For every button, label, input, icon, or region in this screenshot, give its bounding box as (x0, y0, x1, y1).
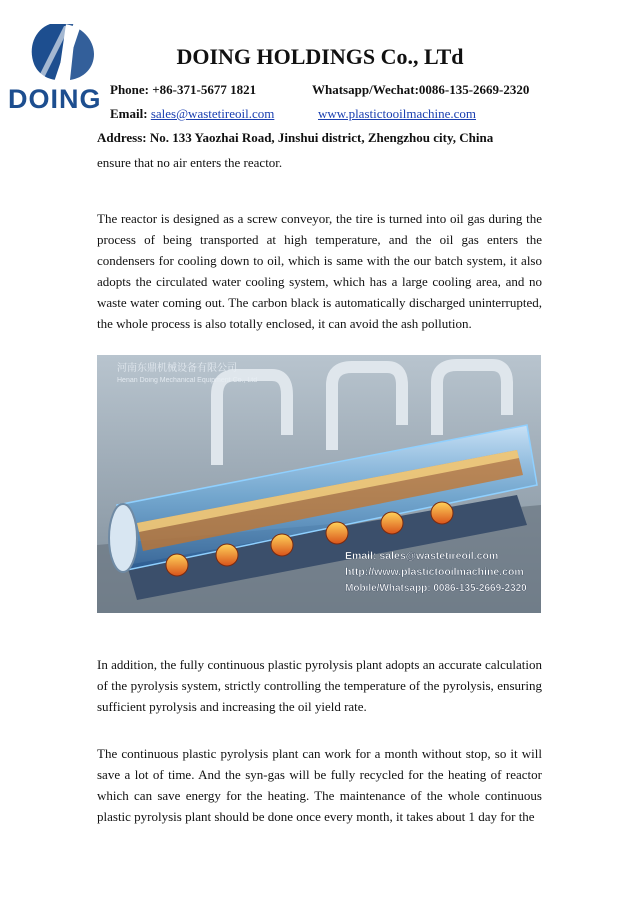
email-link[interactable]: sales@wastetireoil.com (150, 106, 275, 121)
pyrolysis-reactor-image (97, 355, 541, 613)
logo-text: DOING (8, 84, 102, 114)
website-link[interactable]: www.plastictooilmachine.com (318, 106, 477, 121)
watermark-en: Henan Doing Mechanical Equipment Co., Ltd (117, 377, 258, 384)
paragraph-4: The continuous plastic pyrolysis plant can work for a month without stop, so it will save a lot of time. And the syn-gas will be fully recycled for the heating of reactor which can save energy for the heating. The maintenance of the whole continuous plastic pyrolysis plant should be done once every month, it takes about 1 day for the (97, 746, 542, 824)
whatsapp-number: Whatsapp/Wechat:0086-135-2669-2320 (312, 82, 530, 97)
address: Address: No. 133 Yaozhai Road, Jinshui district, Zhengzhou city, China (97, 130, 494, 145)
figure-mobile: Mobile/Whatsapp: 0086-135-2669-2320 (345, 583, 527, 594)
paragraph-1: ensure that no air enters the reactor. (97, 155, 283, 170)
email-label: Email: (110, 106, 148, 121)
paragraph-3: In addition, the fully continuous plastic pyrolysis plant adopts an accurate calculation of the pyrolysis system, strictly controlling the temperature of the pyrolysis, ensuring sufficient pyrolysis and increasing the oil yield rate. (97, 657, 542, 714)
figure-email: Email: sales@wastetireoil.com (345, 550, 499, 562)
phone-number: Phone: +86-371-5677 1821 (110, 82, 257, 97)
logo-mark-icon (24, 20, 98, 84)
watermark-cn: 河南东鼎机械设备有限公司 (117, 363, 237, 374)
paragraph-2: The reactor is designed as a screw conveyor, the tire is turned into oil gas during the process of being transported at high temperature, and the oil gas enters the condensers for cooling down to oil, which is same with the our batch system, it also adopts the circulated water cooling system, which has a large cooling area, and no waste water coming out. The carbon black is automatically discharged uninterrupted, the whole process is also totally enclosed, it can avoid the ash pollution. (97, 211, 542, 331)
website-line (318, 106, 476, 122)
company-logo (8, 20, 100, 124)
company-name: DOING HOLDINGS Co., LTd (176, 44, 464, 69)
figure-url: http://www.plastictooilmachine.com (345, 566, 524, 578)
email-line (110, 106, 274, 122)
